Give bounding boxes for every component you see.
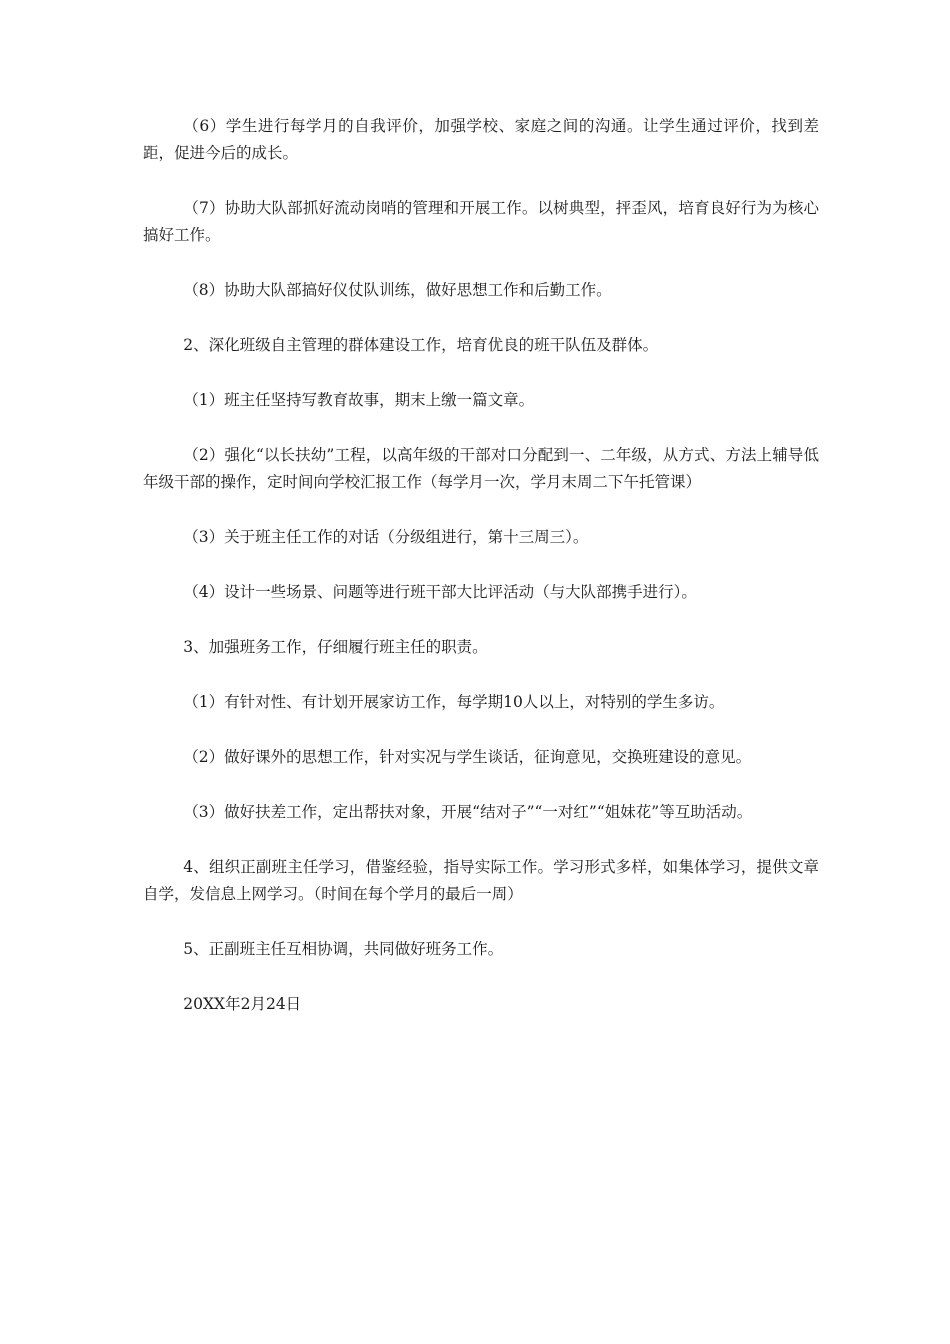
paragraph-2-3-dialogue: （3）关于班主任工作的对话（分级组进行，第十三周三）。 bbox=[183, 528, 589, 546]
document-body bbox=[143, 113, 819, 1046]
paragraph-3-1-home-visits: （1）有针对性、有计划开展家访工作，每学期10人以上，对特别的学生多访。 bbox=[183, 693, 725, 711]
paragraph-2-2-mentoring: （2）强化“以长扶幼”工程，以高年级的干部对口分配到一、二年级，从方式、方法上辅导低年级干部的操作，定时间向学校汇报工作（每学月一次，学月末周二下午托管课） bbox=[143, 446, 819, 491]
section-4-heading: 4、组织正副班主任学习，借鉴经验，指导实际工作。学习形式多样，如集体学习，提供文章自学，发信息上网学习。（时间在每个学月的最后一周） bbox=[143, 858, 819, 903]
paragraph-8-honor-guard: （8）协助大队部搞好仪仗队训练，做好思想工作和后勤工作。 bbox=[183, 281, 612, 299]
paragraph-6-self-evaluation: （6）学生进行每学月的自我评价，加强学校、家庭之间的沟通。让学生通过评价，找到差距，促进今后的成长。 bbox=[143, 117, 819, 162]
document-date: 20XX年2月24日 bbox=[183, 995, 302, 1013]
section-2-heading: 2、深化班级自主管理的群体建设工作，培育优良的班干队伍及群体。 bbox=[183, 336, 659, 354]
paragraph-3-3-peer-support: （3）做好扶差工作，定出帮扶对象，开展“结对子”“一对红”“姐妹花”等互助活动。 bbox=[183, 803, 753, 821]
paragraph-7-patrol-management: （7）协助大队部抓好流动岗哨的管理和开展工作。以树典型，抨歪风，培育良好行为为核心搞好工作。 bbox=[143, 199, 819, 244]
paragraph-3-2-ideological-work: （2）做好课外的思想工作，针对实况与学生谈话，征询意见，交换班建设的意见。 bbox=[183, 748, 752, 766]
paragraph-2-1-education-stories: （1）班主任坚持写教育故事，期末上缴一篇文章。 bbox=[183, 391, 535, 409]
section-5-heading: 5、正副班主任互相协调，共同做好班务工作。 bbox=[183, 940, 504, 958]
section-3-heading: 3、加强班务工作，仔细履行班主任的职责。 bbox=[183, 638, 488, 656]
paragraph-2-4-competition: （4）设计一些场景、问题等进行班干部大比评活动（与大队部携手进行）。 bbox=[183, 583, 697, 601]
